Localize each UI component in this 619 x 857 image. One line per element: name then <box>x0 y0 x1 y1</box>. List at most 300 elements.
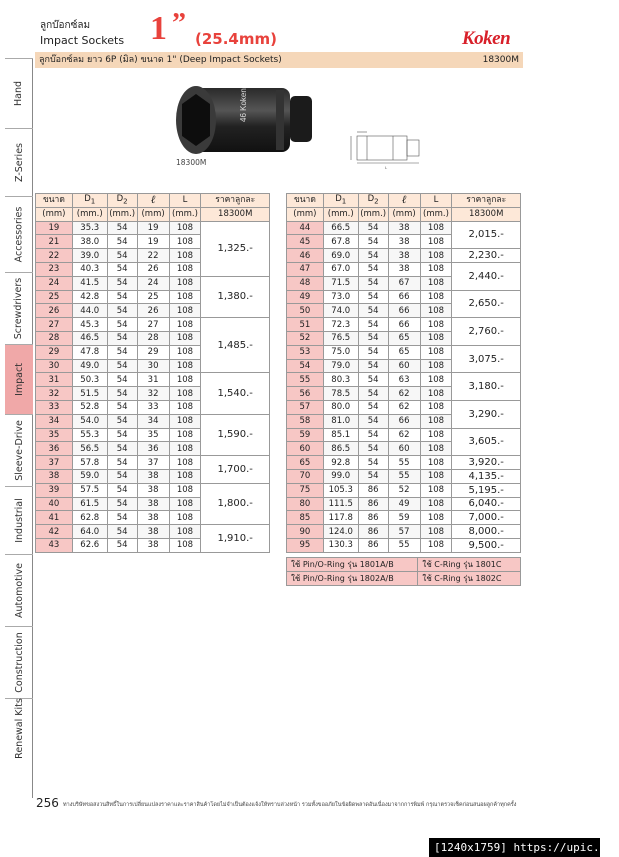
price-cell: 2,650.- <box>452 290 521 318</box>
l-small-cell: 66 <box>388 414 420 428</box>
d1-cell: 75.0 <box>323 345 358 359</box>
table-row <box>36 414 270 428</box>
note-cell: ใช้ Pin/O-Ring รุ่น 1801A/B <box>287 558 418 572</box>
unit-cell: (mm) <box>137 207 169 221</box>
col-d1-sub: 1 <box>90 196 96 206</box>
price-cell: 7,000.- <box>452 511 521 525</box>
spec-table-right <box>286 193 521 553</box>
l-big-cell: 108 <box>169 525 201 539</box>
d1-cell: 117.8 <box>323 511 358 525</box>
l-small-cell: 62 <box>388 428 420 442</box>
d1-cell: 51.5 <box>72 387 107 401</box>
note-cell: ใช้ Pin/O-Ring รุ่น 1802A/B <box>287 572 418 586</box>
col-d2: $D_2$ <box>107 194 137 208</box>
tab-label: Impact <box>13 363 25 396</box>
d1-cell: 81.0 <box>323 414 358 428</box>
l-big-cell: 108 <box>420 387 452 401</box>
l-big-cell: 108 <box>169 414 201 428</box>
footnote: ทางบริษัทขอสงวนสิทธิ์ในการเปลี่ยนแปลงราคาและราคาสินค้าโดยไม่จำเป็นต้องแจ้งให้ทราบล่วงหน้า รวมทั้งขออภัยในข้อผิดพลาดอันเนื่องมาจากการพิมพ์ กรุณาตรวจเช็คก่อนสนอผลูกค้าทุกครั้ง <box>63 802 517 808</box>
unit-cell: (mm.) <box>323 207 358 221</box>
d2-cell: 54 <box>107 511 137 525</box>
size-cell: 45 <box>287 235 324 249</box>
l-small-cell: 38 <box>137 483 169 497</box>
size-cell: 80 <box>287 497 324 511</box>
d2-cell: 54 <box>358 456 388 470</box>
l-big-cell: 108 <box>420 511 452 525</box>
l-big-cell: 108 <box>420 483 452 497</box>
price-cell: 3,180.- <box>452 373 521 401</box>
unit-cell: (mm.) <box>358 207 388 221</box>
col-d2-sub: 2 <box>374 196 379 206</box>
tab-screwdrivers[interactable] <box>5 272 33 344</box>
tab-label: Renewal Kits <box>13 698 25 759</box>
l-big-cell: 108 <box>420 262 452 276</box>
size-cell: 75 <box>287 483 324 497</box>
d1-cell: 61.5 <box>72 497 107 511</box>
d2-cell: 54 <box>107 249 137 263</box>
table-row <box>287 373 521 387</box>
l-small-cell: 59 <box>388 511 420 525</box>
d2-cell: 54 <box>107 469 137 483</box>
l-small-cell: 65 <box>388 345 420 359</box>
l-big-cell: 108 <box>420 469 452 483</box>
l-big-cell: 108 <box>169 235 201 249</box>
price-cell: 1,380.- <box>201 276 270 317</box>
size-cell: 40 <box>36 497 73 511</box>
l-small-cell: 57 <box>388 525 420 539</box>
d1-cell: 42.8 <box>72 290 107 304</box>
size-cell: 42 <box>36 525 73 539</box>
d2-cell: 54 <box>358 428 388 442</box>
l-big-cell: 108 <box>420 235 452 249</box>
table-row <box>287 469 521 483</box>
d1-cell: 57.5 <box>72 483 107 497</box>
price-cell: 1,590.- <box>201 414 270 455</box>
unit-cell: 18300M <box>452 207 521 221</box>
l-big-cell: 108 <box>420 290 452 304</box>
unit-cell: (mm.) <box>107 207 137 221</box>
ring-notes <box>286 557 521 586</box>
l-small-cell: 63 <box>388 373 420 387</box>
l-big-cell: 108 <box>420 442 452 456</box>
d2-cell: 54 <box>107 483 137 497</box>
d2-cell: 54 <box>358 469 388 483</box>
unit-cell: (mm.) <box>169 207 201 221</box>
price-cell: 2,230.- <box>452 249 521 263</box>
unit-cell: (mm.) <box>72 207 107 221</box>
table-row <box>287 400 521 414</box>
d2-cell: 54 <box>107 456 137 470</box>
d2-cell: 54 <box>107 318 137 332</box>
d2-cell: 54 <box>107 235 137 249</box>
unit-cell: (mm) <box>388 207 420 221</box>
price-cell: 1,485.- <box>201 318 270 373</box>
l-small-cell: 29 <box>137 345 169 359</box>
d2-cell: 54 <box>107 525 137 539</box>
price-cell: 1,325.- <box>201 221 270 276</box>
size-cell: 53 <box>287 345 324 359</box>
table-row <box>36 525 270 539</box>
size-cell: 52 <box>287 331 324 345</box>
l-small-cell: 38 <box>137 511 169 525</box>
price-cell: 4,135.- <box>452 469 521 483</box>
l-small-cell: 28 <box>137 331 169 345</box>
l-big-cell: 108 <box>420 304 452 318</box>
l-small-cell: 22 <box>137 249 169 263</box>
tab-label: Screwdrivers <box>13 277 25 340</box>
d2-cell: 54 <box>358 318 388 332</box>
price-cell: 3,290.- <box>452 400 521 428</box>
l-small-cell: 38 <box>137 538 169 552</box>
l-small-cell: 32 <box>137 387 169 401</box>
size-cell: 21 <box>36 235 73 249</box>
l-big-cell: 108 <box>420 400 452 414</box>
size-cell: 43 <box>36 538 73 552</box>
l-small-cell: 67 <box>388 276 420 290</box>
table-row <box>287 345 521 359</box>
l-small-cell: 60 <box>388 359 420 373</box>
d2-cell: 54 <box>358 400 388 414</box>
price-cell: 6,040.- <box>452 497 521 511</box>
l-big-cell: 108 <box>169 304 201 318</box>
unit-cell: 18300M <box>201 207 270 221</box>
size-cell: 70 <box>287 469 324 483</box>
price-cell: 2,440.- <box>452 262 521 290</box>
l-big-cell: 108 <box>169 442 201 456</box>
size-cell: 65 <box>287 456 324 470</box>
size-cell: 39 <box>36 483 73 497</box>
l-big-cell: 108 <box>420 221 452 235</box>
drive-size: 1 <box>150 10 167 47</box>
d1-cell: 80.0 <box>323 400 358 414</box>
d2-cell: 54 <box>107 262 137 276</box>
size-cell: 34 <box>36 414 73 428</box>
table-row <box>36 318 270 332</box>
d1-cell: 105.3 <box>323 483 358 497</box>
size-cell: 57 <box>287 400 324 414</box>
price-cell: 2,015.- <box>452 221 521 249</box>
size-cell: 32 <box>36 387 73 401</box>
tab-sleeve-drive[interactable] <box>5 414 33 486</box>
spec-table-left <box>35 193 270 553</box>
d1-cell: 80.3 <box>323 373 358 387</box>
l-big-cell: 108 <box>169 373 201 387</box>
d2-cell: 54 <box>107 276 137 290</box>
tab-industrial[interactable] <box>5 486 33 554</box>
l-big-cell: 108 <box>169 456 201 470</box>
size-cell: 35 <box>36 428 73 442</box>
size-cell: 90 <box>287 525 324 539</box>
d2-cell: 54 <box>107 538 137 552</box>
d1-cell: 85.1 <box>323 428 358 442</box>
socket-engraving: 46 Koken <box>239 88 248 122</box>
size-cell: 60 <box>287 442 324 456</box>
d1-cell: 99.0 <box>323 469 358 483</box>
l-big-cell: 108 <box>169 497 201 511</box>
d2-cell: 54 <box>107 345 137 359</box>
tab-label: Hand <box>13 80 25 107</box>
d2-cell: 54 <box>358 290 388 304</box>
tab-label: Automotive <box>13 563 25 618</box>
tab-accessories[interactable] <box>5 196 33 272</box>
d1-cell: 124.0 <box>323 525 358 539</box>
d1-cell: 72.3 <box>323 318 358 332</box>
size-cell: 56 <box>287 387 324 401</box>
col-size: ขนาด <box>36 194 73 208</box>
l-small-cell: 37 <box>137 456 169 470</box>
l-small-cell: 55 <box>388 456 420 470</box>
price-cell: 3,920.- <box>452 456 521 470</box>
tab-construction[interactable] <box>5 626 33 698</box>
d1-cell: 74.0 <box>323 304 358 318</box>
inch-mark: ” <box>172 8 186 39</box>
l-small-cell: 62 <box>388 400 420 414</box>
size-cell: 50 <box>287 304 324 318</box>
l-small-cell: 38 <box>137 525 169 539</box>
l-big-cell: 108 <box>169 249 201 263</box>
unit-cell: (mm) <box>36 207 73 221</box>
d2-cell: 54 <box>358 373 388 387</box>
unit-row <box>36 207 270 221</box>
d2-cell: 54 <box>358 221 388 235</box>
note-row <box>287 558 521 572</box>
d1-cell: 64.0 <box>72 525 107 539</box>
koken-logo: Koken <box>462 28 511 49</box>
l-big-cell: 108 <box>420 345 452 359</box>
size-cell: 31 <box>36 373 73 387</box>
price-cell: 3,075.- <box>452 345 521 373</box>
d2-cell: 54 <box>107 359 137 373</box>
l-big-cell: 108 <box>169 359 201 373</box>
d1-cell: 56.5 <box>72 442 107 456</box>
l-small-cell: 38 <box>137 469 169 483</box>
col-d2-sub: 2 <box>123 196 128 206</box>
d1-cell: 50.3 <box>72 373 107 387</box>
l-big-cell: 108 <box>169 262 201 276</box>
size-cell: 41 <box>36 511 73 525</box>
table-row <box>287 456 521 470</box>
size-cell: 48 <box>287 276 324 290</box>
size-cell: 46 <box>287 249 324 263</box>
d2-cell: 54 <box>107 442 137 456</box>
l-big-cell: 108 <box>169 469 201 483</box>
d2-cell: 54 <box>358 442 388 456</box>
d1-cell: 59.0 <box>72 469 107 483</box>
l-big-cell: 108 <box>420 525 452 539</box>
d2-cell: 54 <box>107 497 137 511</box>
l-small-cell: 55 <box>388 538 420 552</box>
l-small-cell: 38 <box>388 262 420 276</box>
table-row <box>287 290 521 304</box>
d1-cell: 35.3 <box>72 221 107 235</box>
d1-cell: 55.3 <box>72 428 107 442</box>
note-cell: ใช้ C-Ring รุ่น 1801C <box>418 558 521 572</box>
l-small-cell: 34 <box>137 414 169 428</box>
l-small-cell: 60 <box>388 442 420 456</box>
l-small-cell: 31 <box>137 373 169 387</box>
d2-cell: 54 <box>107 428 137 442</box>
l-big-cell: 108 <box>169 511 201 525</box>
l-small-cell: 52 <box>388 483 420 497</box>
size-cell: 44 <box>287 221 324 235</box>
l-small-cell: 66 <box>388 318 420 332</box>
l-small-cell: 36 <box>137 442 169 456</box>
d2-cell: 86 <box>358 525 388 539</box>
l-big-cell: 108 <box>420 373 452 387</box>
d2-cell: 86 <box>358 511 388 525</box>
l-small-cell: 66 <box>388 304 420 318</box>
d2-cell: 54 <box>358 276 388 290</box>
unit-cell: (mm.) <box>420 207 452 221</box>
d1-cell: 111.5 <box>323 497 358 511</box>
size-cell: 22 <box>36 249 73 263</box>
l-small-cell: 55 <box>388 469 420 483</box>
l-big-cell: 108 <box>169 428 201 442</box>
l-big-cell: 108 <box>169 345 201 359</box>
table-row <box>36 483 270 497</box>
table-row <box>36 456 270 470</box>
l-small-cell: 38 <box>388 235 420 249</box>
l-big-cell: 108 <box>420 538 452 552</box>
d1-cell: 39.0 <box>72 249 107 263</box>
unit-row <box>287 207 521 221</box>
d1-cell: 45.3 <box>72 318 107 332</box>
d2-cell: 54 <box>107 387 137 401</box>
col-size: ขนาด <box>287 194 324 208</box>
price-cell: 1,700.- <box>201 456 270 484</box>
d2-cell: 54 <box>358 249 388 263</box>
d1-cell: 79.0 <box>323 359 358 373</box>
price-cell: 2,760.- <box>452 318 521 346</box>
tab-automotive[interactable] <box>5 554 33 626</box>
d1-cell: 69.0 <box>323 249 358 263</box>
table-row <box>287 249 521 263</box>
size-cell: 24 <box>36 276 73 290</box>
l-big-cell: 108 <box>169 276 201 290</box>
d1-cell: 44.0 <box>72 304 107 318</box>
table-row <box>287 497 521 511</box>
tab-hand[interactable] <box>5 58 33 128</box>
size-cell: 36 <box>36 442 73 456</box>
size-cell: 38 <box>36 469 73 483</box>
price-cell: 9,500.- <box>452 538 521 552</box>
l-small-cell: 24 <box>137 276 169 290</box>
l-big-cell: 108 <box>420 497 452 511</box>
d1-cell: 47.8 <box>72 345 107 359</box>
price-cell: 1,800.- <box>201 483 270 524</box>
d2-cell: 54 <box>107 373 137 387</box>
tab-renewal-kits[interactable] <box>5 698 33 758</box>
price-cell: 1,540.- <box>201 373 270 414</box>
subheader-model: 18300M <box>482 55 519 65</box>
size-cell: 30 <box>36 359 73 373</box>
d2-cell: 54 <box>358 331 388 345</box>
table-row <box>36 276 270 290</box>
drive-size-mm: (25.4mm) <box>195 30 277 48</box>
l-small-cell: 35 <box>137 428 169 442</box>
d1-cell: 66.5 <box>323 221 358 235</box>
d1-cell: 67.0 <box>323 262 358 276</box>
size-cell: 54 <box>287 359 324 373</box>
d1-cell: 57.8 <box>72 456 107 470</box>
l-big-cell: 108 <box>169 318 201 332</box>
size-cell: 95 <box>287 538 324 552</box>
d1-cell: 92.8 <box>323 456 358 470</box>
d1-cell: 38.0 <box>72 235 107 249</box>
l-big-cell: 108 <box>420 359 452 373</box>
size-cell: 37 <box>36 456 73 470</box>
d2-cell: 54 <box>107 414 137 428</box>
table-row <box>36 221 270 235</box>
l-big-cell: 108 <box>169 290 201 304</box>
price-cell: 8,000.- <box>452 525 521 539</box>
d2-cell: 54 <box>358 359 388 373</box>
l-big-cell: 108 <box>169 400 201 414</box>
watermark-ribbon: [1240x1759] https://upic.me/ <box>429 838 600 857</box>
table-row <box>287 538 521 552</box>
note-row <box>287 572 521 586</box>
l-big-cell: 108 <box>420 331 452 345</box>
size-cell: 85 <box>287 511 324 525</box>
l-small-cell: 49 <box>388 497 420 511</box>
size-cell: 29 <box>36 345 73 359</box>
d2-cell: 54 <box>107 221 137 235</box>
d2-cell: 54 <box>358 345 388 359</box>
tab-impact[interactable] <box>5 344 33 414</box>
col-price: ราคาลูกละ <box>452 194 521 208</box>
d1-cell: 130.3 <box>323 538 358 552</box>
col-d2: $D_2$ <box>358 194 388 208</box>
l-big-cell: 108 <box>169 387 201 401</box>
d2-cell: 54 <box>358 235 388 249</box>
l-big-cell: 108 <box>169 483 201 497</box>
d2-cell: 86 <box>358 497 388 511</box>
d1-cell: 62.6 <box>72 538 107 552</box>
d1-cell: 71.5 <box>323 276 358 290</box>
d2-cell: 54 <box>358 304 388 318</box>
d1-cell: 78.5 <box>323 387 358 401</box>
l-small-cell: 38 <box>388 249 420 263</box>
col-l-small: ℓ <box>388 194 420 208</box>
d2-cell: 54 <box>358 262 388 276</box>
d1-cell: 67.8 <box>323 235 358 249</box>
l-small-cell: 26 <box>137 262 169 276</box>
d1-cell: 49.0 <box>72 359 107 373</box>
title-thai: ลูกบ๊อกซ์ลม <box>40 20 91 31</box>
table-row <box>36 373 270 387</box>
size-cell: 47 <box>287 262 324 276</box>
size-cell: 58 <box>287 414 324 428</box>
d1-cell: 46.5 <box>72 331 107 345</box>
size-cell: 55 <box>287 373 324 387</box>
l-small-cell: 30 <box>137 359 169 373</box>
size-cell: 27 <box>36 318 73 332</box>
d2-cell: 54 <box>107 304 137 318</box>
col-l-big: L <box>420 194 452 208</box>
table-row <box>287 428 521 442</box>
table-row <box>287 318 521 332</box>
tab-z-series[interactable] <box>5 128 33 196</box>
subheader-description: ลูกบ๊อกซ์ลม ยาว 6P (มิล) ขนาด 1" (Deep Impact Sockets) <box>39 55 282 65</box>
table-row <box>287 511 521 525</box>
size-cell: 33 <box>36 400 73 414</box>
col-price: ราคาลูกละ <box>201 194 270 208</box>
col-l-small: ℓ <box>137 194 169 208</box>
l-big-cell: 108 <box>420 318 452 332</box>
l-small-cell: 26 <box>137 304 169 318</box>
size-cell: 23 <box>36 262 73 276</box>
l-small-cell: 62 <box>388 387 420 401</box>
